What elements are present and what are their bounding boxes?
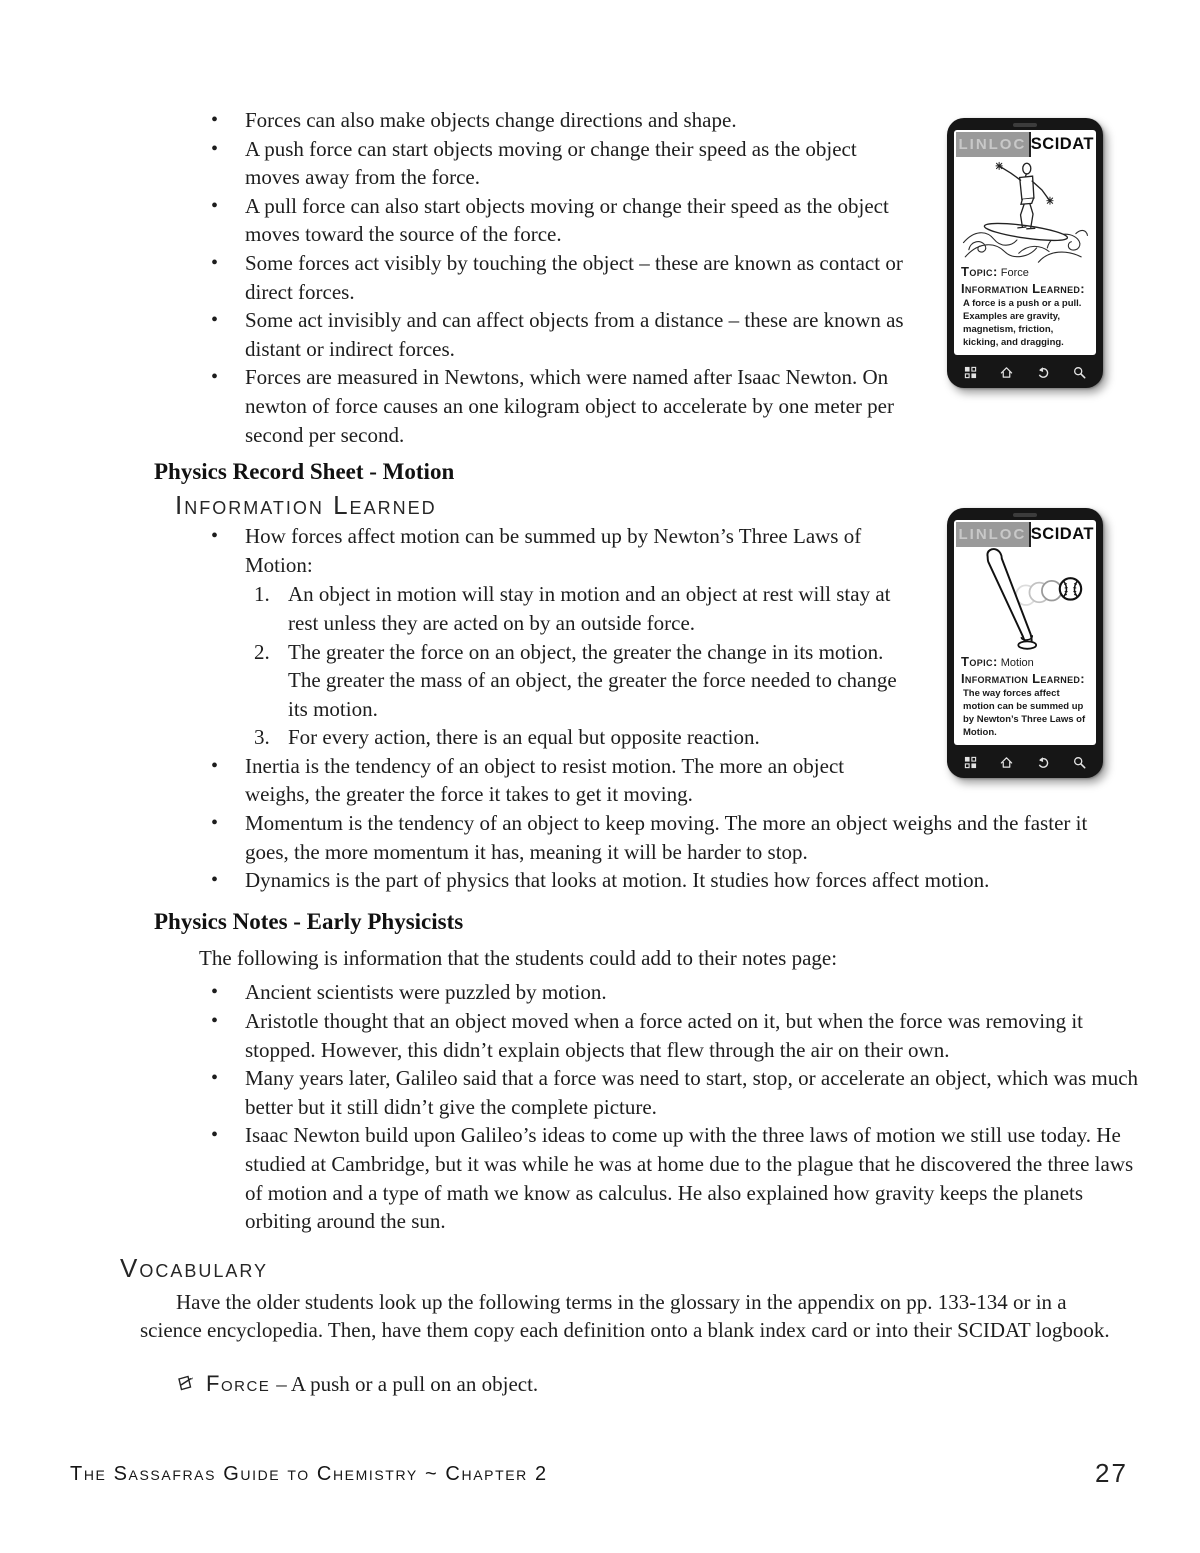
phone-speaker xyxy=(1013,513,1037,517)
baseball-bat-and-ball-illustration xyxy=(954,547,1096,654)
numbered-item: For every action, there is an equal but opposite reaction. xyxy=(288,725,760,750)
notes-intro-paragraph: The following is information that the students could add to their notes page: xyxy=(199,945,838,970)
list-item: • A pull force can also start objects moving or change their speed as the object moves toward the source of the force. xyxy=(245,192,910,249)
list-item: • Dynamics is the part of physics that looks at motion. It studies how forces affect motion. xyxy=(245,866,1090,895)
phone-nav-bar xyxy=(947,356,1103,388)
information-learned-text: The way forces affect motion can be summed up by Newton’s Three Laws of Motion. xyxy=(963,688,1086,738)
topic-value: Force xyxy=(1000,267,1029,279)
information-learned-label: Information Learned: xyxy=(961,671,1085,686)
list-item: • Ancient scientists were puzzled by motion. xyxy=(245,978,1150,1007)
phone-screen xyxy=(954,520,1096,745)
section-heading-vocabulary: Vocabulary xyxy=(120,1252,269,1283)
home-icon xyxy=(1000,366,1013,379)
phone-speaker xyxy=(1013,123,1037,127)
scidat-phone-motion xyxy=(947,508,1103,778)
phone-screen xyxy=(954,130,1096,355)
notes-bullet-list xyxy=(0,978,1200,1235)
vocab-term: Force xyxy=(206,1370,271,1396)
linloc-logo: LINLOC xyxy=(956,522,1031,547)
list-item: • Forces can also make objects change directions and shape. xyxy=(245,106,910,135)
topic-line xyxy=(954,654,1096,669)
topic-label: Topic: xyxy=(961,654,998,669)
topic-label: Topic: xyxy=(961,264,998,279)
list-item: • Some act invisibly and can affect objects from a distance – these are known as distant or indirect forces. xyxy=(245,306,910,363)
home-icon xyxy=(1000,756,1013,769)
scidat-logo: SCIDAT xyxy=(1030,135,1094,153)
vocab-definition: – A push or a pull on an object. xyxy=(276,1371,539,1396)
list-item: • Some forces act visibly by touching the object – these are known as contact or direct forces. xyxy=(245,249,910,306)
vocabulary-intro-paragraph: Have the older students look up the following terms in the glossary in the appendix on pp. 133-134 or in a science encyclopedia. Then, have them copy each definition onto a blank index card or into their SCIDAT logbook. xyxy=(140,1289,1110,1343)
numbered-item: An object in motion will stay in motion and an object at rest will stay at rest unless they are acted on by an outside force. xyxy=(288,582,891,635)
information-learned-label: Information Learned: xyxy=(961,281,1085,296)
search-icon xyxy=(1073,366,1086,379)
vocabulary-term-row xyxy=(175,1369,1200,1401)
footer-page-number: 27 xyxy=(1095,1458,1128,1488)
information-learned-text: A force is a push or a pull. Examples are gravity, magnetism, friction, kicking, and dragging. xyxy=(963,298,1082,348)
list-item: • Inertia is the tendency of an object to resist motion. The more an object weighs, the greater the force it takes to get it moving. xyxy=(245,752,910,809)
list-item: • How forces affect motion can be summed up by Newton’s Three Laws of Motion: xyxy=(245,522,910,579)
phone-nav-bar xyxy=(947,746,1103,778)
list-item: • A push force can start objects moving or change their speed as the object moves away from the force. xyxy=(245,135,910,192)
section-heading-record-sheet: Physics Record Sheet - Motion xyxy=(154,459,455,485)
footer-book-title: The Sassafras Guide to Chemistry ~ Chapter 2 xyxy=(70,1463,548,1485)
mannequin-surfing-wave-illustration xyxy=(954,157,1096,264)
linloc-logo: LINLOC xyxy=(956,132,1031,157)
brand-bar xyxy=(956,132,1094,157)
apps-icon xyxy=(964,366,977,379)
numbered-item: The greater the force on an object, the greater the change in its motion. The greater the mass of an object, the greater the force needed to change its motion. xyxy=(288,639,897,721)
back-icon xyxy=(1037,366,1050,379)
list-item: • Momentum is the tendency of an object to keep moving. The more an object weighs and the faster it goes, the more momentum it has, meaning it will be harder to stop. xyxy=(245,809,1090,866)
section-heading-physics-notes: Physics Notes - Early Physicists xyxy=(154,908,464,934)
topic-value: Motion xyxy=(1000,657,1034,669)
subheading-information-learned: Information Learned xyxy=(175,490,437,521)
scidat-logo: SCIDAT xyxy=(1030,525,1094,543)
note-pencil-icon xyxy=(175,1372,194,1401)
apps-icon xyxy=(964,756,977,769)
scidat-phone-force xyxy=(947,118,1103,388)
list-item: • Forces are measured in Newtons, which were named after Isaac Newton. On newton of force causes an one kilogram object to accelerate by one meter per second per second. xyxy=(245,363,910,449)
search-icon xyxy=(1073,756,1086,769)
list-item: • Isaac Newton build upon Galileo’s ideas to come up with the three laws of motion we still use today. He studied at Cambridge, but it was while he was at home due to the plague that he discovered the three laws of motion and a type of math we know as calculus. He also explained how gravity keeps the planets orbiting around the sun. xyxy=(245,1121,1150,1235)
list-item: • Many years later, Galileo said that a force was need to start, stop, or accelerate an object, which was much better but it still didn’t give the complete picture. xyxy=(245,1064,1150,1121)
topic-line xyxy=(954,264,1096,279)
list-item: • Aristotle thought that an object moved when a force acted on it, but when the force was removing it stopped. However, this didn’t explain objects that flew through the air on their own. xyxy=(245,1007,1150,1064)
back-icon xyxy=(1037,756,1050,769)
brand-bar xyxy=(956,522,1094,547)
